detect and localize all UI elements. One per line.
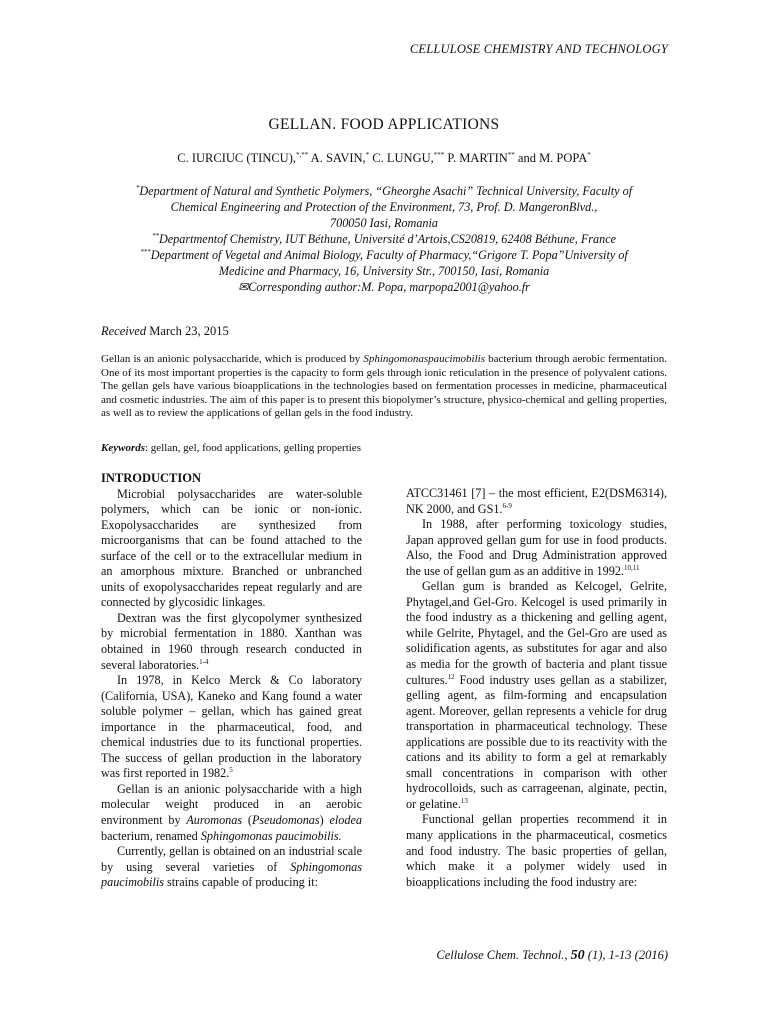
author-affil-mark: ** [507,150,515,159]
paragraph: Currently, gellan is obtained on an industrial scale by using several varieties of Sphingomonas paucimobilis strains capable of producing it: [101,844,362,890]
paragraph: In 1988, after performing toxicology studies, Japan approved gellan gum for use in food products. Also, the Food and Drug Administration approved the use of gellan gum as an additive in 1992.$^{10,11}$ [406,517,667,578]
affil-mark: *** [140,247,151,256]
paragraph: In 1978, in Kelco Merck & Co laboratory (California, USA), Kaneko and Kang found a water soluble polymer – gellan, which has gained great importance in the pharmaceutical, food, and chemical industries due to its functional properties. The success of gellan production in the laboratory was first reported in 1982.$^5$ [101,673,362,781]
author-name: A. SAVIN, [308,151,366,165]
keywords-list: : gellan, gel, food applications, gelling properties [145,442,361,454]
citation: 5 [229,766,233,775]
citation: 6-9 [502,501,512,510]
paragraph: Functional gellan properties recommend it in many applications in the pharmaceutical, cosmetics and food industry. The basic properties of gellan, which make it a polymer widely used in bioapplications including the food industry are: [406,812,667,889]
received-value: March 23, 2015 [146,324,229,338]
paper-title: GELLAN. FOOD APPLICATIONS [268,116,500,133]
affil-line: Medicine and Pharmacy, 16, University Str., 700150, Iasi, Romania [218,264,550,278]
received-date [101,324,229,339]
author-name: and M. POPA [514,151,588,165]
affil-line: Department of Vegetal and Animal Biology, Faculty of Pharmacy,“Grigore T. Popa”University of [150,248,628,262]
column-left [101,471,362,891]
keywords [101,442,361,454]
journal-header: CELLULOSE CHEMISTRY AND TECHNOLOGY [409,42,668,56]
author-name: P. MARTIN [444,151,508,165]
author-name: C. LUNGU, [369,151,434,165]
abstract-text: Gellan is an anionic polysaccharide, which is produced by [101,353,364,365]
affiliation-3 [100,247,668,263]
volume-number: 50 [570,948,585,963]
author-affil-mark: * [365,150,370,159]
author-name: C. IURCIUC (TINCU), [177,151,296,165]
affil-mark: * [135,183,140,192]
affil-line: Department of Natural and Synthetic Polymers, “Gheorghe Asachi” Technical University, Faculty of [139,184,633,198]
citation: 12 [447,672,455,681]
author-list [0,151,768,166]
affil-line: Departmentof Chemistry, IUT Béthune, Université d’Artois,CS20819, 62408 Béthune, France [158,232,617,246]
abstract [101,353,667,421]
section-heading: INTRODUCTION [101,471,202,485]
affil-line: 700050 Iasi, Romania [330,216,438,230]
author-affil-mark: *,** [296,150,309,159]
affiliation-1 [100,183,668,199]
paragraph: ATCC31461 [7] – the most efficient, E2(DSM6314), NK 2000, and GS1.$^{6-9}$ [406,486,667,516]
column-right [406,486,667,890]
paragraph: Gellan gum is branded as Kelcogel, Gelrite, Phytagel,and Gel-Gro. Kelcogel is used primarily in the food industry as a thickening and gelling agent, while Gelrite, Phytagel, and the Gel-Gro are used as solidification agents, as substitutes for agar and also as media for the growth of bacteria and plant tissue cultures.$^{12}$ Food industry uses gellan as a stabilizer, gelling agent, as film-forming and encapsulation agent. Moreover, gellan represents a vehicle for drug transportation in pharmaceutical technology. These applications are possible due to its reactivity with the cations and its ability to form a gel at remarkably small concentrations in comparison with other hydrocolloids, such as carrageenan, alginate, pectin, or gelatine.$^{13}$ [406,579,667,811]
paragraph: Dextran was the first glycopolymer synthesized by microbial fermentation in 1880. Xanthan was obtained in 1960 through research conducted in several laboratories.$^{1-4}$ [101,610,362,672]
citation: 10,11 [623,563,640,572]
abstract-species: Sphingomonaspaucimobilis [363,353,485,365]
author-affil-mark: * [587,150,591,159]
keywords-label: Keywords [101,442,145,454]
affiliation-2 [100,231,668,247]
corresponding-author: ✉Corresponding author:M. Popa, marpopa2001@yahoo.fr [238,280,530,294]
affil-line: Chemical Engineering and Protection of the Environment, 73, Prof. D. MangeronBlvd., [170,200,598,214]
affil-mark: ** [151,231,159,240]
author-affil-mark: *** [433,150,445,159]
paragraph: Microbial polysaccharides are water-soluble polymers, which can be ionic or non-ionic. Exopolysaccharides are synthesized from microorganisms that can be found attached to the surface of the cell or to the extracellular medium in an amorphous mixture. Branched or unbranched units of exopolysaccharides repeat regularly and are connected by glycosidic linkages. [101,486,362,610]
affiliations [100,183,668,295]
abstract-text: bacterium through aerobic fermentation. One of its most important properties is the capacity to form gels through ionic reticulation in the presence of polyvalent cations. The gellan gels have various bioapplications in the technologies based on fermentation processes in medicine, pharmaceutical and cosmetic industries. The aim of this paper is to present this biopolymer’s structure, physico-chemical and gelling properties, as well as to review the applications of gellan gels in the food industry. [101,353,667,420]
citation: 13 [460,796,468,805]
paragraph: Gellan is an anionic polysaccharide with a high molecular weight produced in an aerobic environment by Auromonas (Pseudomonas) elodea bacterium, renamed Sphingomonas paucimobilis. [101,781,362,843]
citation-footer: Cellulose Chem. Technol., 50 (1), 1-13 (2016) [436,948,668,963]
received-label: Received [101,324,147,338]
citation: 1-4 [199,657,209,666]
